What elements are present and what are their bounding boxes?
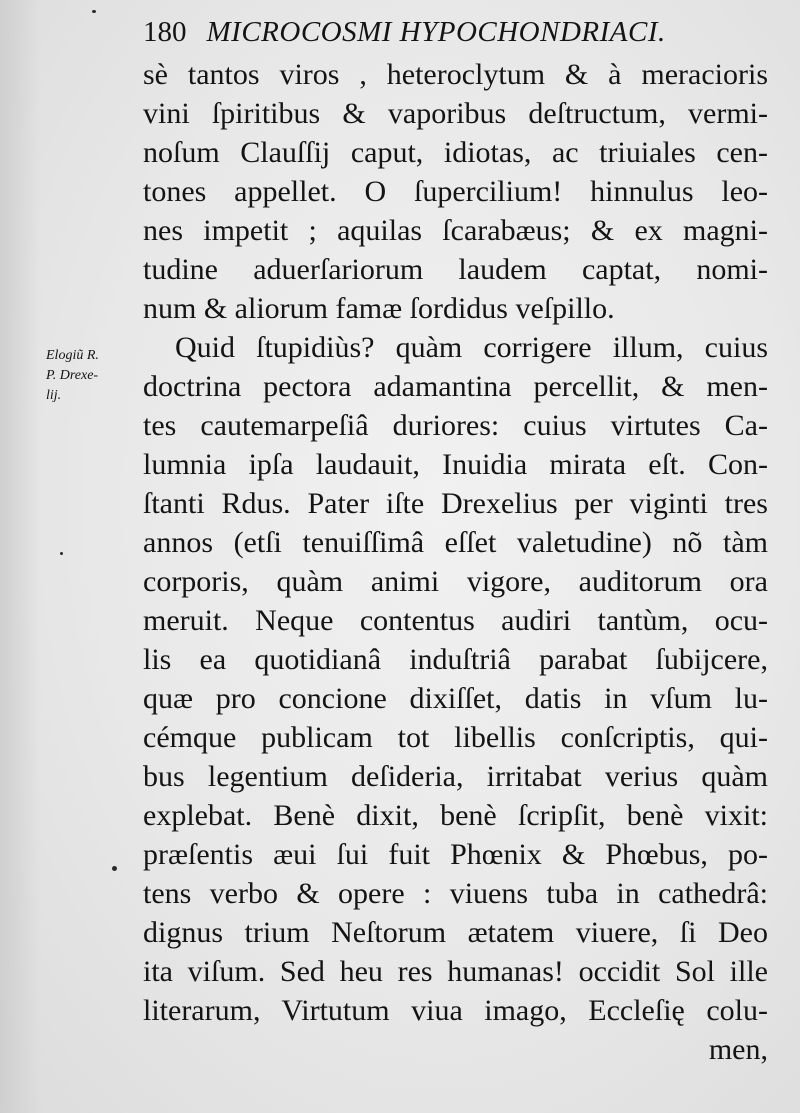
margin-note (46, 346, 141, 406)
text-line: nes impetit ; aquilas ſcarabæus; & ex magni- (143, 214, 768, 247)
text-line: ſtanti Rdus. Pater iſte Drexelius per viginti tres (143, 487, 768, 520)
margin-note-line: lij. (46, 388, 62, 403)
page-number: 180 (143, 16, 187, 48)
ink-speck (92, 10, 96, 13)
catchword: men, (708, 1033, 768, 1066)
text-line: num & aliorum famæ ſordidus veſpillo. (143, 292, 615, 325)
text-line: cémque publicam tot libellis conſcriptis, qui- (143, 721, 768, 754)
text-line: dignus trium Neſtorum ætatem viuere, ſi Deo (143, 916, 768, 949)
text-line: tes cautemarpeſiâ duriores: cuius virtutes Ca- (143, 409, 768, 442)
ink-speck (60, 552, 63, 555)
body-text (143, 55, 768, 1069)
text-line: meruit. Neque contentus audiri tantùm, ocu- (143, 604, 768, 637)
text-line: ita viſum. Sed heu res humanas! occidit Sol ille (143, 955, 768, 988)
text-line: noſum Clauſſij caput, idiotas, ac triuiales cen- (143, 136, 768, 169)
text-line: corporis, quàm animi vigore, auditorum ora (143, 565, 768, 598)
text-line: quæ pro concione dixiſſet, datis in vſum lu- (143, 682, 768, 715)
text-line: sè tantos viros , heteroclytum & à meracioris (143, 58, 768, 91)
text-line: annos (etſi tenuiſſimâ eſſet valetudine) nõ tàm (143, 526, 768, 559)
running-title: MICROCOSMI HYPOCHONDRIACI. (206, 16, 666, 48)
text-line: doctrina pectora adamantina percellit, & men- (143, 370, 768, 403)
margin-note-line: P. Drexe- (46, 368, 99, 383)
text-line: tones appellet. O ſupercilium! hinnulus leo- (143, 175, 768, 208)
text-line: tudine aduerſariorum laudem captat, nomi- (143, 253, 768, 286)
gutter-shadow (0, 0, 40, 1113)
ink-speck (112, 866, 117, 871)
running-head (143, 14, 743, 50)
text-line: lumnia ipſa laudauit, Inuidia mirata eſt. Con- (143, 448, 768, 481)
text-line: explebat. Benè dixit, benè ſcripſit, benè vixit: (143, 799, 768, 832)
paragraph-start-line: Quid ſtupidiùs? quàm corrigere illum, cuius (175, 331, 768, 364)
text-line: bus legentium deſideria, irritabat verius quàm (143, 760, 768, 793)
margin-note-line: Elogiũ R. (46, 348, 99, 363)
text-line: tens verbo & opere : viuens tuba in cathedrâ: (143, 877, 768, 910)
text-line: lis ea quotidianâ induſtriâ parabat ſubijcere, (143, 643, 768, 676)
text-line: literarum, Virtutum viua imago, Eccleſię colu- (143, 994, 768, 1027)
text-line: vini ſpiritibus & vaporibus deſtructum, vermi- (143, 97, 768, 130)
text-line: præſentis æui ſui fuit Phœnix & Phœbus, po- (143, 838, 768, 871)
